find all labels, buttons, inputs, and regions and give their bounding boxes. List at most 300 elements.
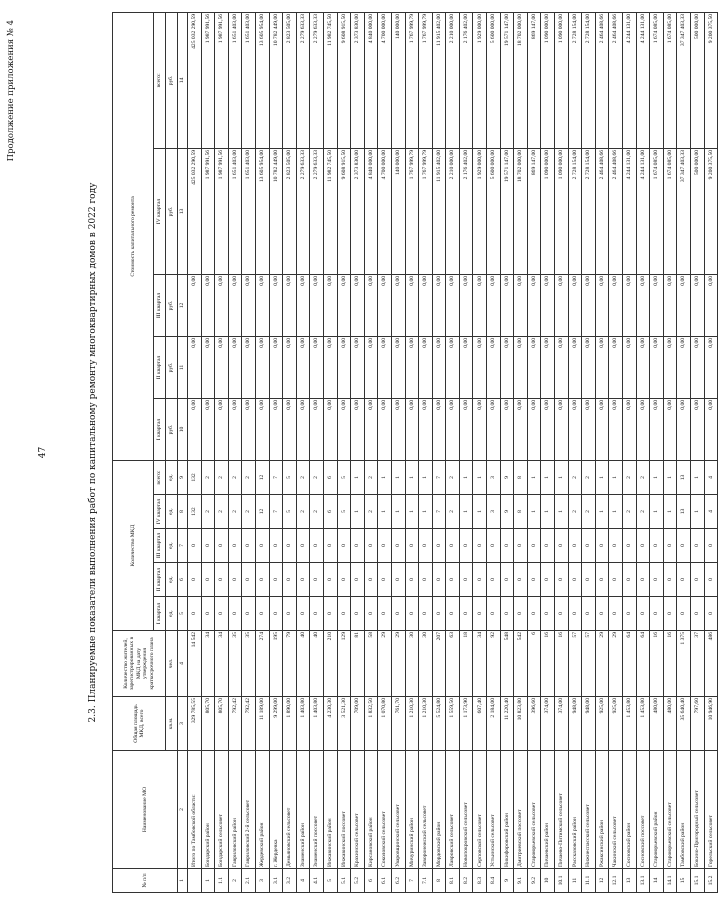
row-cost-q4: 1 674 085,00 bbox=[650, 148, 664, 274]
row-cost-q3: 0,00 bbox=[555, 274, 569, 336]
header-count-q1: I квартал bbox=[154, 597, 166, 631]
row-name: Староюрьевский сельсовет bbox=[527, 751, 541, 869]
row-name: Сосновский район bbox=[623, 751, 637, 869]
row-cost-q3: 0,00 bbox=[568, 274, 582, 336]
row-cost-q2: 0,00 bbox=[405, 336, 419, 398]
row-cost-q2: 0,00 bbox=[337, 336, 351, 398]
row-cost-q3: 0,00 bbox=[677, 274, 691, 336]
row-cost-total: 9 608 915,50 bbox=[337, 12, 351, 148]
row-number: 14 bbox=[650, 869, 664, 893]
row-name: Лавровский сельсовет bbox=[446, 751, 460, 869]
row-count-q4: 7 bbox=[432, 495, 446, 529]
unit-count-q1: ед. bbox=[166, 597, 178, 631]
row-count-q4: 2 bbox=[228, 495, 242, 529]
row-cost-q1: 0,00 bbox=[419, 398, 433, 460]
row-cost-total: 1 674 085,00 bbox=[663, 12, 677, 148]
row-area: 792,42 bbox=[228, 697, 242, 751]
table-row bbox=[568, 12, 582, 892]
table-row bbox=[337, 12, 351, 892]
row-count-q1: 0 bbox=[405, 597, 419, 631]
row-count-total: 1 bbox=[419, 460, 433, 494]
row-count-q1: 0 bbox=[690, 597, 704, 631]
row-cost-total: 869 147,00 bbox=[527, 12, 541, 148]
row-cost-total: 2 279 633,33 bbox=[296, 12, 310, 148]
row-cost-q1: 0,00 bbox=[446, 398, 460, 460]
row-count-q1: 0 bbox=[514, 597, 528, 631]
row-number bbox=[188, 869, 202, 893]
row-cost-q4: 18 702 000,00 bbox=[514, 148, 528, 274]
row-cost-q2: 0,00 bbox=[201, 336, 215, 398]
table-row bbox=[459, 12, 473, 892]
row-count-total: 2 bbox=[623, 460, 637, 494]
row-count-q3: 0 bbox=[201, 529, 215, 563]
row-count-q4: 7 bbox=[269, 495, 283, 529]
row-cost-q4: 2 464 408,66 bbox=[595, 148, 609, 274]
table-row bbox=[378, 12, 392, 892]
header-num: № п/п bbox=[113, 869, 178, 893]
row-count-q4: 1 bbox=[459, 495, 473, 529]
row-area: 480,00 bbox=[663, 697, 677, 751]
row-count-q4: 5 bbox=[283, 495, 297, 529]
unit-people: чел. bbox=[166, 631, 178, 697]
table-row bbox=[541, 12, 555, 892]
row-count-q2: 0 bbox=[269, 563, 283, 597]
row-count-total: 1 bbox=[690, 460, 704, 494]
column-index-cell: 7 bbox=[178, 529, 188, 563]
row-count-total: 1 bbox=[541, 460, 555, 494]
row-cost-q3: 0,00 bbox=[188, 274, 202, 336]
table-row bbox=[364, 12, 378, 892]
row-area: 607,40 bbox=[473, 697, 487, 751]
row-cost-total: 18 702 000,00 bbox=[514, 12, 528, 148]
table-row bbox=[201, 12, 215, 892]
row-cost-q1: 0,00 bbox=[704, 398, 718, 460]
row-cost-total: 4 700 000,00 bbox=[378, 12, 392, 148]
row-count-q3: 0 bbox=[704, 529, 718, 563]
row-count-q3: 0 bbox=[391, 529, 405, 563]
row-count-q3: 0 bbox=[609, 529, 623, 563]
row-count-q4: 5 bbox=[337, 495, 351, 529]
row-count-q1: 0 bbox=[568, 597, 582, 631]
row-count-q3: 0 bbox=[432, 529, 446, 563]
row-residents: 129 bbox=[337, 631, 351, 697]
row-count-total: 1 bbox=[473, 460, 487, 494]
row-count-q1: 0 bbox=[269, 597, 283, 631]
column-index-cell: 11 bbox=[178, 336, 188, 398]
row-count-q1: 0 bbox=[296, 597, 310, 631]
row-name: Дмитриевский поссовет bbox=[514, 751, 528, 869]
table-row bbox=[500, 12, 514, 892]
header-count-q3: III квартал bbox=[154, 529, 166, 563]
row-count-q3: 0 bbox=[650, 529, 664, 563]
row-cost-q1: 0,00 bbox=[473, 398, 487, 460]
row-cost-total: 10 782 449,00 bbox=[269, 12, 283, 148]
row-cost-q1: 0,00 bbox=[650, 398, 664, 460]
row-count-q2: 0 bbox=[188, 563, 202, 597]
row-residents: 16 bbox=[555, 631, 569, 697]
row-cost-q4: 1 651 403,00 bbox=[242, 148, 256, 274]
row-name: Сосновский поссовет bbox=[636, 751, 650, 869]
row-cost-q4: 9 200 375,50 bbox=[704, 148, 718, 274]
row-area: 396,60 bbox=[527, 697, 541, 751]
row-residents: 40 bbox=[296, 631, 310, 697]
row-residents: 6 bbox=[527, 631, 541, 697]
row-count-q4: 2 bbox=[568, 495, 582, 529]
row-count-q3: 0 bbox=[269, 529, 283, 563]
row-cost-q4: 2 279 633,33 bbox=[296, 148, 310, 274]
row-count-q2: 0 bbox=[690, 563, 704, 597]
row-cost-q3: 0,00 bbox=[310, 274, 324, 336]
row-cost-q1: 0,00 bbox=[609, 398, 623, 460]
row-name: Бондарский сельсовет bbox=[215, 751, 229, 869]
row-cost-total: 2 176 402,00 bbox=[459, 12, 473, 148]
row-count-total: 2 bbox=[446, 460, 460, 494]
column-index-cell: 13 bbox=[178, 148, 188, 274]
table-row bbox=[609, 12, 623, 892]
row-count-q2: 0 bbox=[582, 563, 596, 597]
row-count-q3: 0 bbox=[459, 529, 473, 563]
row-area: 4 230,30 bbox=[323, 697, 337, 751]
row-area: 948,00 bbox=[582, 697, 596, 751]
table-row bbox=[432, 12, 446, 892]
row-cost-total: 1 987 991,56 bbox=[215, 12, 229, 148]
row-count-q2: 0 bbox=[391, 563, 405, 597]
row-name: Гавриловский 2-й сельсовет bbox=[242, 751, 256, 869]
row-cost-q1: 0,00 bbox=[310, 398, 324, 460]
table-row bbox=[527, 12, 541, 892]
row-cost-q3: 0,00 bbox=[405, 274, 419, 336]
row-count-q2: 0 bbox=[527, 563, 541, 597]
row-area: 1 832,50 bbox=[364, 697, 378, 751]
row-name: Бокино-Пригородный сельсовет bbox=[690, 751, 704, 869]
row-cost-q1: 0,00 bbox=[391, 398, 405, 460]
table-row bbox=[636, 12, 650, 892]
row-number: 12.1 bbox=[609, 869, 623, 893]
row-count-q3: 0 bbox=[419, 529, 433, 563]
row-cost-q4: 2 279 633,33 bbox=[310, 148, 324, 274]
row-number: 8 bbox=[432, 869, 446, 893]
row-cost-q1: 0,00 bbox=[527, 398, 541, 460]
row-area: 805,70 bbox=[201, 697, 215, 751]
row-count-q1: 0 bbox=[283, 597, 297, 631]
table-row bbox=[514, 12, 528, 892]
row-cost-q1: 0,00 bbox=[296, 398, 310, 460]
row-count-q2: 0 bbox=[337, 563, 351, 597]
row-residents: 34 bbox=[473, 631, 487, 697]
row-count-q3: 0 bbox=[582, 529, 596, 563]
row-count-q1: 0 bbox=[500, 597, 514, 631]
row-count-total: 1 bbox=[405, 460, 419, 494]
row-name: Пичаевский район bbox=[541, 751, 555, 869]
table-row bbox=[595, 12, 609, 892]
row-count-q4: 12 bbox=[255, 495, 269, 529]
row-count-q2: 0 bbox=[405, 563, 419, 597]
row-cost-q1: 0,00 bbox=[541, 398, 555, 460]
row-cost-q1: 0,00 bbox=[188, 398, 202, 460]
table-row bbox=[296, 12, 310, 892]
row-count-q4: 2 bbox=[310, 495, 324, 529]
row-cost-q4: 1 987 991,56 bbox=[201, 148, 215, 274]
row-number: 5.2 bbox=[351, 869, 365, 893]
row-area: 1 070,80 bbox=[378, 697, 392, 751]
table-row bbox=[405, 12, 419, 892]
row-cost-q2: 0,00 bbox=[228, 336, 242, 398]
row-count-q4: 1 bbox=[690, 495, 704, 529]
row-count-total: 1 bbox=[650, 460, 664, 494]
row-count-total: 2 bbox=[364, 460, 378, 494]
row-cost-q2: 0,00 bbox=[269, 336, 283, 398]
row-residents: 1 375 bbox=[677, 631, 691, 697]
row-cost-q2: 0,00 bbox=[514, 336, 528, 398]
row-number: 3 bbox=[255, 869, 269, 893]
column-index-cell: 4 bbox=[178, 631, 188, 697]
row-count-q2: 0 bbox=[473, 563, 487, 597]
row-count-q3: 0 bbox=[188, 529, 202, 563]
row-count-total: 1 bbox=[595, 460, 609, 494]
header-name: Наименование МО bbox=[113, 751, 178, 869]
row-count-q4: 1 bbox=[609, 495, 623, 529]
row-count-total: 2 bbox=[242, 460, 256, 494]
row-cost-q2: 0,00 bbox=[215, 336, 229, 398]
header-cost-q1: I квартал bbox=[154, 398, 166, 460]
row-area: 3 521,30 bbox=[337, 697, 351, 751]
row-cost-q3: 0,00 bbox=[378, 274, 392, 336]
row-count-total: 7 bbox=[432, 460, 446, 494]
table-row bbox=[391, 12, 405, 892]
row-cost-q3: 0,00 bbox=[351, 274, 365, 336]
row-count-q1: 0 bbox=[636, 597, 650, 631]
row-area: 374,00 bbox=[541, 697, 555, 751]
row-number: 4 bbox=[296, 869, 310, 893]
row-number: 4.1 bbox=[310, 869, 324, 893]
row-count-q3: 0 bbox=[473, 529, 487, 563]
row-number: 8.3 bbox=[473, 869, 487, 893]
row-number: 15.2 bbox=[704, 869, 718, 893]
row-count-q2: 0 bbox=[595, 563, 609, 597]
row-residents: 34 bbox=[215, 631, 229, 697]
row-cost-q2: 0,00 bbox=[432, 336, 446, 398]
row-area: 10 823,80 bbox=[514, 697, 528, 751]
row-name: Староюрьевский сельсовет bbox=[663, 751, 677, 869]
row-cost-total: 2 464 408,66 bbox=[609, 12, 623, 148]
row-name: Мордовский район bbox=[432, 751, 446, 869]
row-count-total: 7 bbox=[269, 460, 283, 494]
row-cost-q1: 0,00 bbox=[514, 398, 528, 460]
row-area: 1 210,30 bbox=[405, 697, 419, 751]
row-count-q4: 1 bbox=[541, 495, 555, 529]
row-residents: 16 bbox=[650, 631, 664, 697]
row-count-q3: 0 bbox=[228, 529, 242, 563]
row-area: 35 640,40 bbox=[677, 697, 691, 751]
row-count-total: 8 bbox=[514, 460, 528, 494]
row-cost-q4: 4 700 000,00 bbox=[378, 148, 392, 274]
row-cost-q4: 19 571 147,00 bbox=[500, 148, 514, 274]
row-cost-q2: 0,00 bbox=[527, 336, 541, 398]
row-count-total: 5 bbox=[337, 460, 351, 494]
row-count-total: 9 bbox=[500, 460, 514, 494]
table-row bbox=[663, 12, 677, 892]
row-cost-q3: 0,00 bbox=[323, 274, 337, 336]
row-count-q4: 2 bbox=[215, 495, 229, 529]
row-count-q1: 0 bbox=[623, 597, 637, 631]
row-name: Нижнеспасский сельсовет bbox=[582, 751, 596, 869]
row-count-q3: 0 bbox=[242, 529, 256, 563]
row-count-total: 1 bbox=[609, 460, 623, 494]
row-cost-q3: 0,00 bbox=[296, 274, 310, 336]
row-count-q2: 0 bbox=[323, 563, 337, 597]
row-cost-q3: 0,00 bbox=[201, 274, 215, 336]
header-count-q4: IV квартал bbox=[154, 495, 166, 529]
row-count-q2: 0 bbox=[310, 563, 324, 597]
row-count-q1: 0 bbox=[188, 597, 202, 631]
row-count-q1: 0 bbox=[351, 597, 365, 631]
row-cost-q4: 4 840 000,00 bbox=[364, 148, 378, 274]
row-residents: 29 bbox=[609, 631, 623, 697]
row-count-q2: 0 bbox=[364, 563, 378, 597]
row-count-q1: 0 bbox=[391, 597, 405, 631]
unit-count-total: ед. bbox=[166, 460, 178, 494]
row-count-total: 6 bbox=[323, 460, 337, 494]
row-count-total: 2 bbox=[568, 460, 582, 494]
row-count-q3: 0 bbox=[623, 529, 637, 563]
row-cost-q3: 0,00 bbox=[650, 274, 664, 336]
row-cost-q4: 1 090 000,00 bbox=[541, 148, 555, 274]
row-count-q4: 3 bbox=[487, 495, 501, 529]
header-cost-q3: III квартал bbox=[154, 274, 166, 336]
row-cost-q4: 140 000,00 bbox=[391, 148, 405, 274]
row-count-q3: 0 bbox=[446, 529, 460, 563]
row-cost-q1: 0,00 bbox=[255, 398, 269, 460]
row-cost-q3: 0,00 bbox=[487, 274, 501, 336]
row-cost-q3: 0,00 bbox=[636, 274, 650, 336]
header-cost-q2: II квартал bbox=[154, 336, 166, 398]
row-area: 374,00 bbox=[555, 697, 569, 751]
row-cost-q1: 0,00 bbox=[690, 398, 704, 460]
row-residents: 81 bbox=[351, 631, 365, 697]
row-residents: 35 bbox=[242, 631, 256, 697]
row-count-q2: 0 bbox=[514, 563, 528, 597]
row-count-total: 132 bbox=[188, 460, 202, 494]
row-cost-q2: 0,00 bbox=[582, 336, 596, 398]
row-count-q4: 4 bbox=[704, 495, 718, 529]
row-cost-total: 2 823 505,00 bbox=[283, 12, 297, 148]
row-name: Уваровщинский сельсовет bbox=[391, 751, 405, 869]
row-name: Демьяновский сельсовет bbox=[283, 751, 297, 869]
row-cost-q1: 0,00 bbox=[677, 398, 691, 460]
row-area: 1 403,80 bbox=[310, 697, 324, 751]
row-cost-q3: 0,00 bbox=[337, 274, 351, 336]
row-area: 1 403,80 bbox=[296, 697, 310, 751]
row-count-q4: 2 bbox=[364, 495, 378, 529]
row-number: 15.1 bbox=[690, 869, 704, 893]
row-count-q2: 0 bbox=[568, 563, 582, 597]
table-row bbox=[351, 12, 365, 892]
row-name: г. Жердевка bbox=[269, 751, 283, 869]
row-cost-q3: 0,00 bbox=[391, 274, 405, 336]
row-name: Жердевский район bbox=[255, 751, 269, 869]
row-count-total: 1 bbox=[351, 460, 365, 494]
row-cost-q1: 0,00 bbox=[269, 398, 283, 460]
row-area: 948,00 bbox=[568, 697, 582, 751]
row-area: 709,00 bbox=[351, 697, 365, 751]
row-cost-q1: 0,00 bbox=[323, 398, 337, 460]
row-number: 3.2 bbox=[283, 869, 297, 893]
row-count-q4: 1 bbox=[419, 495, 433, 529]
row-cost-q2: 0,00 bbox=[296, 336, 310, 398]
row-name: Заворонежский сельсовет bbox=[419, 751, 433, 869]
row-count-total: 4 bbox=[704, 460, 718, 494]
table-row bbox=[582, 12, 596, 892]
row-cost-total: 140 000,00 bbox=[391, 12, 405, 148]
row-count-q4: 1 bbox=[663, 495, 677, 529]
row-count-q2: 0 bbox=[228, 563, 242, 597]
row-count-q1: 0 bbox=[432, 597, 446, 631]
row-cost-q1: 0,00 bbox=[337, 398, 351, 460]
table-row bbox=[690, 12, 704, 892]
unit-rub-total: руб. bbox=[166, 12, 178, 148]
row-count-q3: 0 bbox=[677, 529, 691, 563]
row-number: 7.1 bbox=[419, 869, 433, 893]
row-count-q3: 0 bbox=[255, 529, 269, 563]
row-residents: 210 bbox=[323, 631, 337, 697]
row-number: 5.1 bbox=[337, 869, 351, 893]
row-count-q1: 0 bbox=[323, 597, 337, 631]
row-area: 925,00 bbox=[595, 697, 609, 751]
table-row bbox=[242, 12, 256, 892]
row-cost-q4: 2 210 000,00 bbox=[446, 148, 460, 274]
row-count-q3: 0 bbox=[514, 529, 528, 563]
row-cost-total: 19 571 147,00 bbox=[500, 12, 514, 148]
row-number: 10.1 bbox=[555, 869, 569, 893]
row-cost-q2: 0,00 bbox=[541, 336, 555, 398]
row-count-q4: 2 bbox=[623, 495, 637, 529]
row-cost-q3: 0,00 bbox=[255, 274, 269, 336]
row-count-q3: 0 bbox=[378, 529, 392, 563]
row-count-q3: 0 bbox=[527, 529, 541, 563]
row-cost-total: 500 000,00 bbox=[690, 12, 704, 148]
table-row bbox=[555, 12, 569, 892]
row-count-q1: 0 bbox=[364, 597, 378, 631]
row-cost-total: 11 915 402,00 bbox=[432, 12, 446, 148]
row-cost-total: 9 200 375,50 bbox=[704, 12, 718, 148]
row-count-q4: 1 bbox=[405, 495, 419, 529]
row-cost-q3: 0,00 bbox=[242, 274, 256, 336]
row-residents: 64 bbox=[623, 631, 637, 697]
row-cost-q3: 0,00 bbox=[582, 274, 596, 336]
row-area: 1 559,50 bbox=[446, 697, 460, 751]
row-count-q2: 0 bbox=[351, 563, 365, 597]
row-cost-q3: 0,00 bbox=[609, 274, 623, 336]
row-cost-q3: 0,00 bbox=[446, 274, 460, 336]
row-cost-total: 13 605 954,00 bbox=[255, 12, 269, 148]
table-row bbox=[310, 12, 324, 892]
row-area: 797,60 bbox=[690, 697, 704, 751]
row-number: 6.2 bbox=[391, 869, 405, 893]
row-count-q4: 2 bbox=[446, 495, 460, 529]
row-count-q4: 8 bbox=[514, 495, 528, 529]
row-cost-q2: 0,00 bbox=[378, 336, 392, 398]
row-count-q4: 1 bbox=[527, 495, 541, 529]
row-name: Новопокровский сельсовет bbox=[459, 751, 473, 869]
table-row bbox=[215, 12, 229, 892]
row-cost-total: 1 090 000,00 bbox=[555, 12, 569, 148]
table-row bbox=[473, 12, 487, 892]
row-number: 15 bbox=[677, 869, 691, 893]
row-count-q1: 0 bbox=[473, 597, 487, 631]
row-cost-q4: 500 000,00 bbox=[690, 148, 704, 274]
row-count-q3: 0 bbox=[364, 529, 378, 563]
row-cost-q2: 0,00 bbox=[310, 336, 324, 398]
